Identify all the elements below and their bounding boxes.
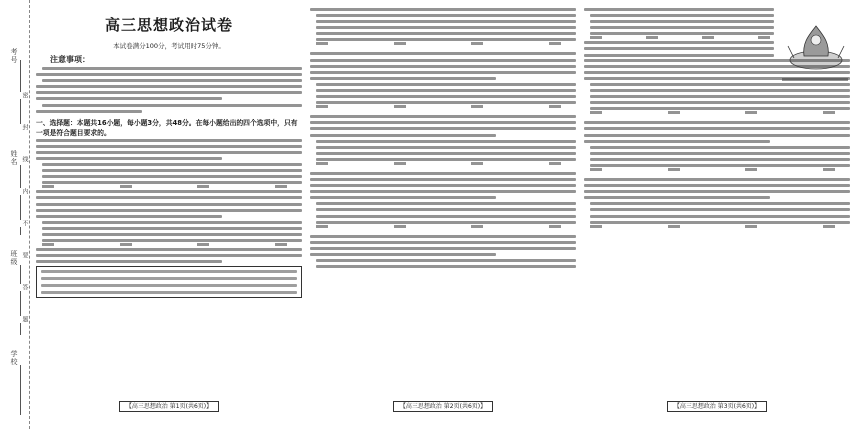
question-body <box>584 8 774 35</box>
binding-cut-mark: 封 <box>21 124 28 131</box>
exam-page-1 <box>36 6 302 418</box>
answer-options <box>42 185 287 188</box>
question-body <box>36 139 302 185</box>
section-heading: 一、选择题：本题共16小题，每小题3分，共48分。在每小题给出的四个选项中，只有一项是符合题目要求的。 <box>36 118 298 137</box>
binding-cut-mark: 要 <box>21 252 28 259</box>
page-footer: 【高三思想政治 第3页(共6页)】 <box>584 401 850 410</box>
question-body <box>36 248 302 263</box>
question-body <box>310 115 576 161</box>
answer-options <box>590 168 835 171</box>
binding-cut-mark: 答 <box>21 284 28 291</box>
notice-heading: 注意事项： <box>50 55 90 64</box>
binding-label-exam-number: 考号 <box>10 48 18 64</box>
question-body <box>310 8 576 41</box>
question-body <box>584 59 850 111</box>
answer-options <box>590 36 770 39</box>
question-body <box>310 172 576 224</box>
question-body <box>584 41 774 56</box>
binding-label-name: 姓名 <box>10 150 18 166</box>
question-body <box>584 121 850 167</box>
binding-cut-mark: 题 <box>21 316 28 323</box>
question-body <box>310 52 576 104</box>
question-body <box>310 235 576 268</box>
binding-cut-mark: 线 <box>21 156 28 163</box>
exam-info: 本试卷满分100分，考试用时75分钟。 <box>113 42 225 50</box>
notice-body <box>36 67 302 113</box>
answer-options <box>316 42 561 45</box>
binding-cut-mark: 密 <box>21 92 28 99</box>
question-body <box>584 178 850 224</box>
binding-label-school: 学校 <box>10 350 18 366</box>
binding-cut-mark: 不 <box>21 220 28 227</box>
exam-page-3 <box>584 6 850 418</box>
page-footer: 【高三思想政治 第2页(共6页)】 <box>310 401 576 410</box>
question-body <box>36 190 302 242</box>
answer-options <box>590 111 835 114</box>
material-box <box>36 266 302 298</box>
binding-margin <box>0 0 30 429</box>
page-footer: 【高三思想政治 第1页(共6页)】 <box>36 401 302 410</box>
answer-options <box>316 225 561 228</box>
answer-options <box>590 225 835 228</box>
binding-label-class: 班级 <box>10 250 18 266</box>
binding-cut-mark: 内 <box>21 188 28 195</box>
answer-options <box>316 162 561 165</box>
answer-options <box>42 243 287 246</box>
exam-page-2 <box>310 6 576 418</box>
answer-options <box>316 105 561 108</box>
binding-line <box>20 265 21 335</box>
exam-title: 高三思想政治试卷 <box>104 16 233 34</box>
binding-line <box>20 365 21 415</box>
